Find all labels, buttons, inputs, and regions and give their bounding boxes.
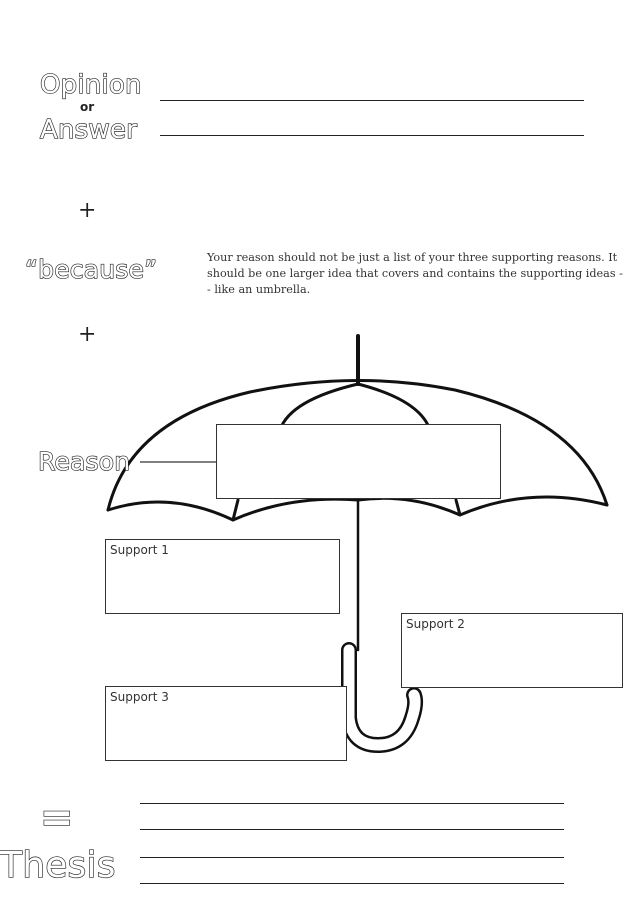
or-connector: or xyxy=(80,100,95,114)
thesis-line-1[interactable] xyxy=(140,803,564,804)
plus-sign-1: + xyxy=(78,198,97,223)
reason-label: Reason xyxy=(38,447,131,476)
thesis-line-4[interactable] xyxy=(140,883,564,884)
because-label: “because” xyxy=(25,255,158,284)
thesis-line-2[interactable] xyxy=(140,829,564,830)
reason-box[interactable] xyxy=(216,424,501,499)
instructions-text: Your reason should not be just a list of your three supporting reasons. It should be one larger idea that covers and contains the supporting ideas -- like an umbrella. xyxy=(207,251,623,296)
support-1-box[interactable] xyxy=(105,539,340,614)
opinion-label: Opinion xyxy=(40,70,142,100)
equals-sign: = xyxy=(40,795,74,841)
answer-label: Answer xyxy=(40,115,137,145)
support-3-box[interactable] xyxy=(105,686,347,761)
support-2-label: Support 2 xyxy=(406,617,465,631)
support-2-box[interactable] xyxy=(401,613,623,688)
thesis-label: Thesis xyxy=(0,845,116,886)
plus-sign-2: + xyxy=(78,322,97,347)
support-3-label: Support 3 xyxy=(110,690,169,704)
thesis-line-3[interactable] xyxy=(140,857,564,858)
support-1-label: Support 1 xyxy=(110,543,169,557)
